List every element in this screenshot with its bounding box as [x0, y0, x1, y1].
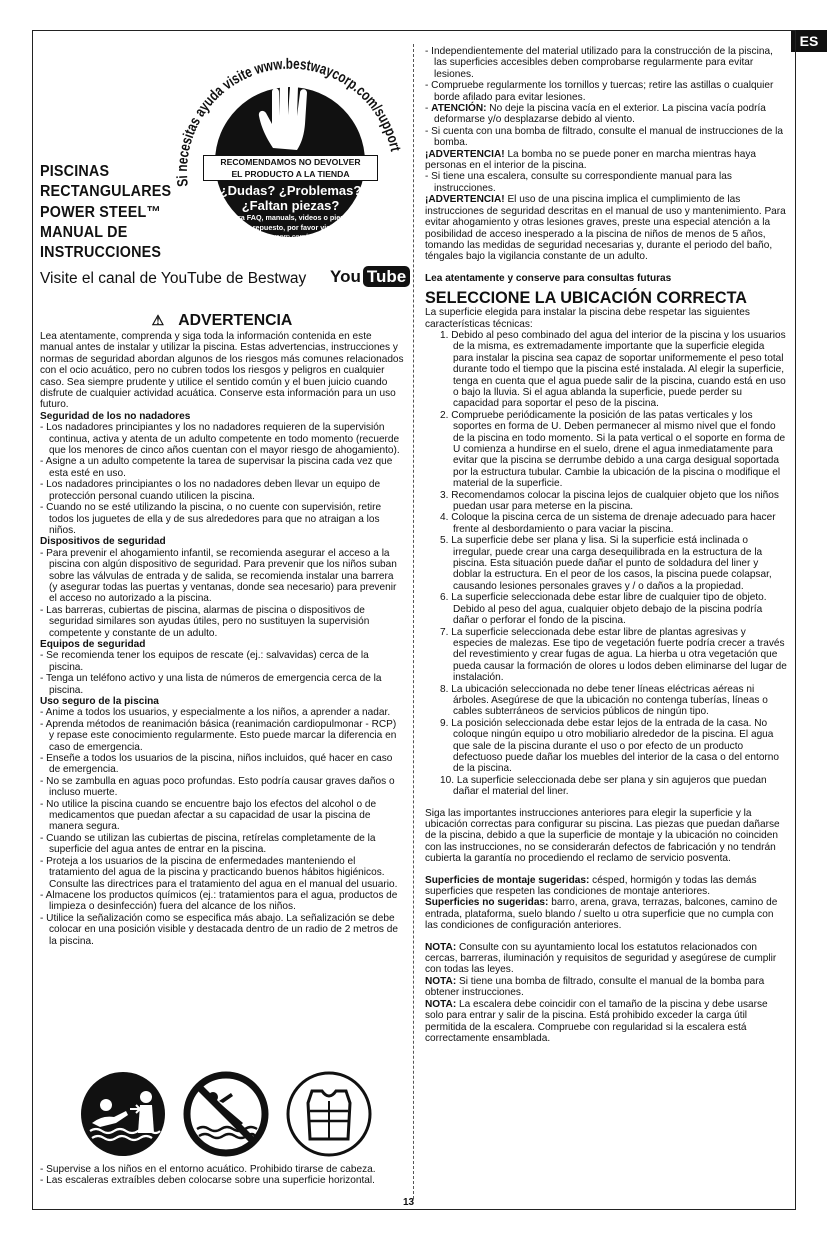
location-item: 4. Coloque la piscina cerca de un sistema de drenaje adecuado para hacer frente al desbordamiento o para vaciar la piscina. [440, 512, 776, 535]
seal-bar-line: RECOMENDAMOS NO DEVOLVER [220, 157, 361, 167]
location-item: 8. La ubicación seleccionada no debe tener líneas eléctricas aéreas ni árboles. Asegúrese de que la ubicación no contenga tuberías, líneas o cables subterráneos de servicios públicos de ningún tipo. [440, 683, 768, 718]
list-item: - No utilice la piscina cuando se encuentre bajo los efectos del alcohol o de medicamentos que puedan afectar a su capacidad de usar la piscina de manera segura. [40, 798, 377, 833]
note-text: Si tiene una bomba de filtrado, consulte el manual de la bomba para obtener instrucciones. [425, 975, 765, 999]
title-line: POWER STEEL™ [40, 203, 161, 221]
note [425, 999, 787, 1045]
spacer [425, 263, 787, 273]
seal-question: ¿Faltan piezas? [241, 198, 340, 213]
warning-title: ADVERTENCIA [178, 312, 293, 329]
section-heading: Dispositivos de seguridad [40, 536, 166, 548]
list-item: - Compruebe regularmente los tornillos y tuercas; retire las astillas o cualquier borde afilado para evitar lesiones. [425, 80, 774, 103]
location-item: 3. Recomendamos colocar la piscina lejos de cualquier objeto que los niños puedan usar para meterse en la piscina. [440, 489, 779, 513]
list-item: - Se recomienda tener los equipos de rescate (ej.: salvavidas) cerca de la piscina. [40, 650, 369, 673]
note-label: NOTA: [425, 998, 457, 1010]
location-item: 1. Debido al peso combinado del agua del interior de la piscina y los usuarios de la misma, es extremadamente importante que la superficie elegida para instalar la piscina sea capaz de soportar uniformemente el peso total durante todo el tiempo que la piscina esté instalada. Al elegir la superficie, tenga en cuenta que el agua puede salir de la piscina, cuando está en uso o bajo la lluvia. Si el agua ablanda la superficie, puede perder su capacidad para soportar el peso de la piscina. [440, 329, 786, 410]
title-line: PISCINAS [40, 163, 110, 180]
note-text: Consulte con su ayuntamiento local los estatutos relacionados con cercas, barreras, iluminación y requisitos de seguridad y asegúrese de cumplir con todas las leyes. [425, 941, 777, 976]
attention-note: - ATENCIÓN: No deje la piscina vacía en el exterior. La piscina vacía podría deformarse y/o desplazarse debido al viento. [425, 103, 766, 126]
keep-note: Lea atentamente y conserve para consultas futuras [425, 272, 672, 284]
seal-support-url: bestwaycorp.com/support [249, 232, 332, 242]
list-item: - Tenga un teléfono activo y una lista de números de emergencia cerca de la piscina. [40, 673, 382, 696]
no-diving-icon [183, 1071, 269, 1157]
list-item: - No se zambulla en aguas poco profundas. Esto podría causar graves daños o incluso muerte. [40, 775, 395, 799]
list-item: - Utilice la señalización como se especifica más abajo. La señalización se debe colocar en una posición visible y destacada dentro de un radio de 2 metros de la piscina. [40, 912, 399, 947]
location-item: 10. La superficie seleccionada debe ser plana y sin agujeros que puedan dañar el material del liner. [440, 774, 767, 798]
list-item: - Cuando se utilizan las cubiertas de piscina, retírelas completamente de la superficie del agua antes de entrar en la piscina. [40, 832, 376, 856]
location-item: 5. La superficie debe ser plana y lisa. Si la superficie está inclinada o irregular, puede crear una carga desequilibrada en la estructura de la piscina. Esta situación puede dañar el punto de soldadura del liner y doblar la estructura. En el peor de los casos, la piscina puede colapsar, causando lesiones personales graves y / o daños a la propiedad. [440, 535, 772, 592]
language-tab: ES [791, 30, 827, 52]
suggested-text: césped, hormigón y todas las demás superficies que respeten las condiciones de montaje anteriores. [425, 874, 757, 898]
not-suggested-text: barro, arena, grava, terrazas, balcones, camino de entrada, plataforma, suelo blando / suelto u otra superficie que no cumpla con las condiciones de configuración anteriores. [425, 897, 778, 932]
section-heading: Seguridad de los no nadadores [40, 410, 191, 422]
column-divider [413, 44, 414, 1199]
location-title: SELECCIONE LA UBICACIÓN CORRECTA [425, 289, 747, 308]
page-number: 13 [403, 1197, 415, 1208]
stop-hand-icon [255, 78, 325, 158]
list-item: - Si cuenta con una bomba de filtrado, consulte el manual de instrucciones de la bomba. [425, 125, 783, 149]
section-heading: Uso seguro de la piscina [40, 696, 159, 707]
location-item: 7. La superficie seleccionada debe estar libre de plantas agresivas y especies de malezas. Ese tipo de vegetación fuerte podría crecer a través del revestimiento y crear fugas de agua. La hierba u otra vegetación que pueda causar la formación de olores u lodos deben eliminarse del lugar de instalación. [440, 626, 787, 684]
note [425, 976, 787, 999]
sign-caption: - Supervise a los niños en el entorno acuático. Prohibido tirarse de cabeza. [40, 1164, 376, 1175]
youtube-logo-icon: You Tube [330, 267, 410, 287]
note-text: La escalera debe coincidir con el tamaño de la piscina y debe usarse solo para entrar y salir de la piscina. Está prohibido exceder la carga útil permitida de la escalera. Compruebe con regularidad si la escalera está correctamente ensamblada. [425, 998, 768, 1044]
list-item: - Las barreras, cubiertas de piscina, alarmas de piscina o dispositivos de seguridad similares son ayudas útiles, pero no sustituyen la supervisión competente y constante de un adulto. [40, 604, 370, 639]
note-label: NOTA: [425, 941, 457, 953]
spacer [425, 798, 787, 808]
warning-body [40, 331, 404, 947]
list-item: - Para prevenir el ahogamiento infantil, se recomienda asegurar el acceso a la piscina con algún dispositivo de seguridad. Para prevenir que los niños suban sobre las válvulas de entrada y de salida, se recomienda instalar una barrera (y asegurar todas las puertas y ventanas, donde sea necesario) para prevenir el acceso no autorizado a la piscina. [40, 547, 397, 605]
list-item: - Los nadadores principiantes o los no nadadores deben llevar un equipo de protección personal cuando utilicen la piscina. [40, 479, 381, 502]
youtube-channel-text: Visite el canal de YouTube de Bestway [40, 270, 307, 287]
spacer [425, 932, 787, 942]
seal-arc-text: Si necesitas ayuda visite www.bestwaycorp.com/support [173, 55, 405, 188]
seal-faq-line: Para FAQ, manuals, videos o piezas [229, 213, 352, 222]
sign-captions [40, 1164, 404, 1187]
warning-label: ¡ADVERTENCIA! [425, 194, 505, 206]
list-item: - Independientemente del material utilizado para la construcción de la piscina, las superficies accesibles deben comprobarse regularmente para evitar lesiones. [425, 46, 773, 80]
note-label: NOTA: [425, 975, 457, 987]
right-column [425, 46, 787, 1044]
warning-note [425, 194, 787, 262]
warning-intro: Lea atentamente, comprenda y siga toda la información contenida en este manual antes de instalar y utilizar la piscina. Estas advertencias, instrucciones y normas de seguridad abordan algunos de los riesgos más comunes relacionados con el ocio acuático, pero no cubren todos los riesgos y peligros en cualquier caso. Sea siempre prudente y utilice el sentido común y el buen juicio cuando disfrute de cualquier actividad acuática. Conserve esta información para un uso futuro. [40, 331, 404, 411]
title-line: INSTRUCCIONES [40, 244, 162, 262]
list-item: - Anime a todos los usuarios, y especialmente a los niños, a aprender a nadar. [40, 707, 391, 719]
youtube-row [40, 266, 407, 292]
location-item: 6. La superficie seleccionada debe estar libre de cualquier tipo de objeto. Debido al peso del agua, cualquier objeto debajo de la piscina podría dañar o perforar el fondo de la piscina. [440, 592, 767, 627]
warning-heading [40, 312, 404, 330]
warning-note [425, 149, 787, 172]
warning-text: La bomba no se puede poner en marcha mientras haya personas en el interior de la piscina. [425, 148, 757, 172]
manual-title [40, 162, 190, 263]
spacer [425, 865, 787, 875]
supervise-children-icon [80, 1071, 166, 1157]
list-item: - Proteja a los usuarios de la piscina de enfermedades manteniendo el tratamiento del agua de la piscina y practicando buenos hábitos higiénicos. Consulte las directrices para el tratamiento del agua en el manual del usuario. [40, 855, 398, 890]
warning-label: ¡ADVERTENCIA! [425, 148, 505, 160]
location-item: 2. Compruebe periódicamente la posición de las patas verticales y los soportes en forma de U. Deben permanecer al mismo nivel que el fondo de la piscina en todo momento. Si la pata vertical o el soporte en forma de U comienza a hundirse en el suelo, drene el agua inmediatamente para evitar que la piscina se derrumbe debido a una carga desigual soportada por la estructura tubular. Cambie la ubicación de la piscina o modifique el material de la superficie. [440, 409, 786, 490]
sign-caption: - Las escaleras extraíbles deben colocarse sobre una superficie horizontal. [40, 1175, 375, 1187]
warning-text: El uso de una piscina implica el cumplimiento de las instrucciones de seguridad descritas en el manual de uso y mantenimiento. Para evitar ahogamiento y otras lesiones graves, preste una especial atención a la posibilidad de acceso inesperado a la piscina de niños de menos de 5 años, tomando las medidas de seguridad necesarias y, durante el periodo del baño, téngales bajo la vigilancia constante de un adulto. [425, 194, 786, 263]
warning-icon: ⚠ [151, 312, 165, 328]
list-item: - Los nadadores principiantes y los no nadadores requieren de la supervisión continua, activa y atenta de un adulto competente en todo momento (recuerde que los menores de cinco años cuentan con el mayor riesgo de ahogamiento). [40, 422, 400, 457]
section-heading: Equipos de seguridad [40, 638, 146, 650]
location-item: 9. La posición seleccionada debe estar lejos de la entrada de la casa. No coloque ningún equipo u otro mobiliario alrededor de la piscina. El agua que sale de la piscina durante el uso o por efecto de un producto defectuoso puede dañar los muebles del interior de la casa o del entorno de la piscina. [440, 717, 780, 775]
follow-text: Siga las importantes instrucciones anteriores para elegir la superficie y la ubicación correctas para configurar su piscina. Las piezas que puedan dañarse de la piscina, debido a que la superficie de montaje y la ubicación no coinciden con las instrucciones, no se considerarán defectos de fabricación y no tendrán cubierta la garantía no procediendo el reclamo de servicio posventa. [425, 807, 780, 865]
suggested-surfaces [425, 875, 787, 898]
list-item: - Almacene los productos químicos (ej.: tratamientos para el agua, productos de limpieza o desinfección) fuera del alcance de los niños. [40, 889, 398, 913]
not-suggested-surfaces [425, 897, 787, 931]
life-vest-icon [286, 1071, 372, 1157]
title-line: RECTANGULARES [40, 183, 172, 201]
not-suggested-label: Superficies no sugeridas: [425, 897, 549, 909]
list-item: - Si tiene una escalera, consulte su correspondiente manual para las instrucciones. [425, 171, 732, 194]
seal-bar-line: EL PRODUCTO A LA TIENDA [231, 168, 350, 179]
seal-questions [198, 183, 383, 241]
location-intro: La superficie elegida para instalar la piscina debe respetar las siguientes características técnicas: [425, 307, 750, 330]
attention-label: ATENCIÓN: [431, 103, 487, 115]
list-item: - Enseñe a todos los usuarios de la piscina, niños incluidos, qué hacer en caso de emergencia. [40, 753, 393, 776]
suggested-label: Superficies de montaje sugeridas: [425, 874, 590, 886]
seal-question: ¿Dudas? ¿Problemas? [219, 183, 362, 198]
note [425, 942, 787, 976]
seal-notice-bar [203, 155, 378, 181]
list-item: - Asigne a un adulto competente la tarea de supervisar la piscina cada vez que esta esté en uso. [40, 456, 393, 479]
attention-text: No deje la piscina vacía en el exterior. La piscina vacía podría deformarse y/o desplazarse debido al viento. [434, 103, 766, 126]
title-line: MANUAL DE [40, 223, 128, 241]
list-item: - Aprenda métodos de reanimación básica (reanimación cardiopulmonar - RCP) y repase este conocimiento regularmente. Esto puede marcar la diferencia en caso de emergencia. [40, 718, 397, 753]
seal-faq-line: de repuesto, por favor visita [242, 222, 339, 232]
safety-signs [80, 1071, 410, 1161]
list-item: - Cuando no se esté utilizando la piscina, o no cuente con supervisión, retire todos los juguetes de ella y de sus alrededores para que no atraigan a los niños. [40, 502, 382, 536]
